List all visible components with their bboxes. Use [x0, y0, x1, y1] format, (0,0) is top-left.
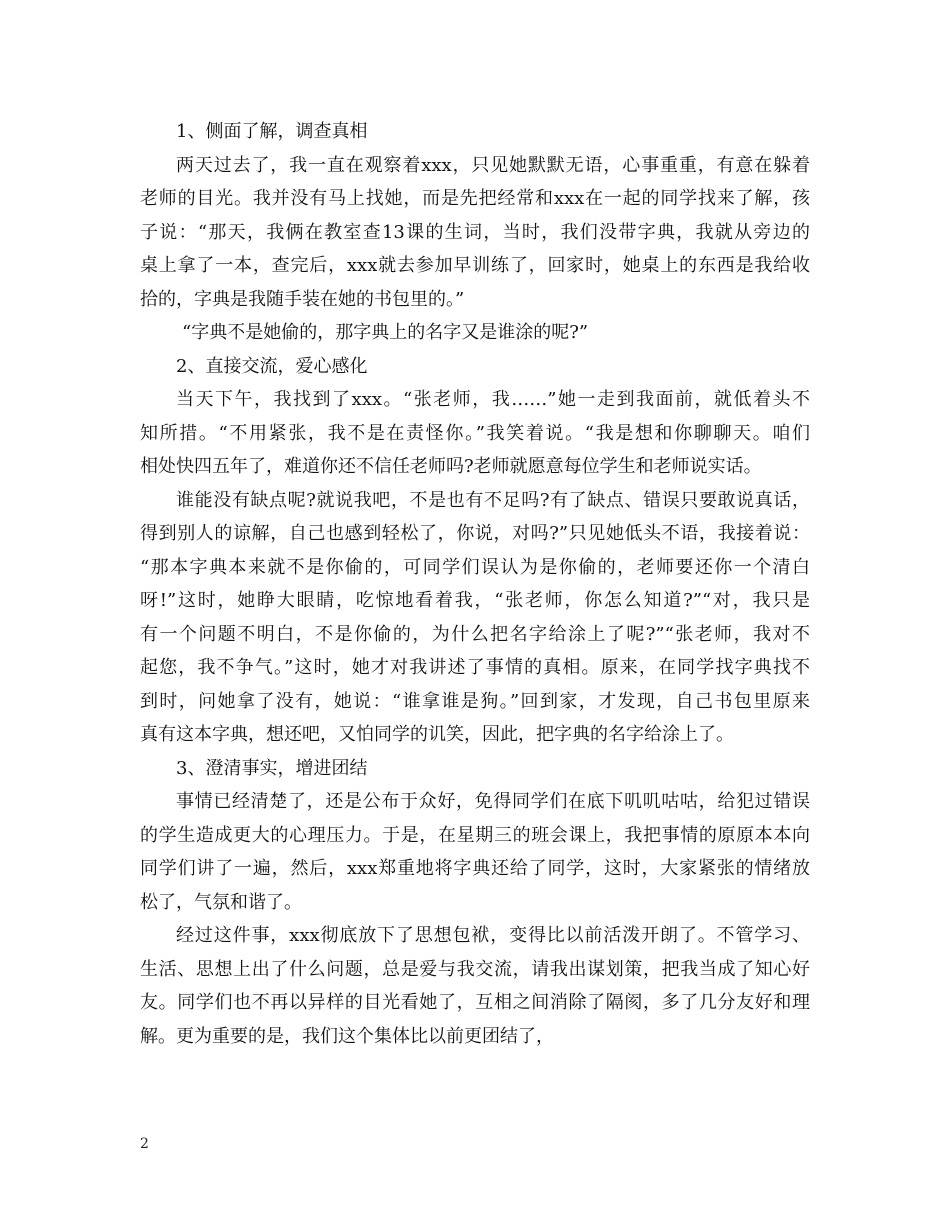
paragraph-line: 相处快四五年了，难道你还不信任老师吗?老师就愿意每位学生和老师说实话。: [140, 456, 762, 477]
paragraph-line: 同学们讲了一遍，然后，xxx郑重地将字典还给了同学，这时，大家紧张的情绪放: [140, 858, 810, 879]
paragraph-line: 解。更为重要的是，我们这个集体比以前更团结了，: [140, 1025, 554, 1047]
section-heading-1: 1、侧面了解，调查真相: [176, 121, 368, 142]
paragraph-line: “那本字典本来就不是你偷的，可同学们误认为是你偷的，老师要还你一个清白: [140, 556, 810, 578]
paragraph-line: 两天过去了，我一直在观察着xxx，只见她默默无语，心事重重，有意在躲着: [176, 154, 810, 176]
paragraph-line: 子说：“那天，我俩在教室查13课的生词，当时，我们没带字典，我就从旁边的: [140, 221, 810, 243]
paragraph-line: 得到别人的谅解，自己也感到轻松了，你说，对吗?”只见她低头不语，我接着说：: [140, 523, 810, 544]
page-number: 2: [140, 1136, 149, 1152]
paragraph-line: 经过这件事，xxx彻底放下了思想包袱，变得比以前活泼开朗了。不管学习、: [176, 925, 810, 946]
paragraph-line: 当天下午，我找到了xxx。“张老师，我……”她一走到我面前，就低着头不: [176, 389, 810, 410]
paragraph-line: 生活、思想上出了什么问题，总是爱与我交流，请我出谋划策，把我当成了知心好: [140, 958, 810, 980]
body-text: [140, 115, 810, 1053]
paragraph-line: 到时，问她拿了没有，她说：“谁拿谁是狗。”回到家，才发现，自己书包里原来: [140, 690, 810, 712]
section-heading-3: 3、澄清事实，增进团结: [176, 757, 368, 779]
paragraph-line: “字典不是她偷的，那字典上的名字又是谁涂的呢?”: [182, 322, 589, 343]
paragraph-line: 知所措。“不用紧张，我不是在责怪你。”我笑着说。“我是想和你聊聊天。咱们: [140, 422, 810, 444]
paragraph-line: 松了，气氛和谐了。: [140, 891, 302, 913]
paragraph-line: 起您，我不争气。”这时，她才对我讲述了事情的真相。原来，在同学找字典找不: [140, 657, 810, 678]
paragraph-line: 事情已经清楚了，还是公布于众好，免得同学们在底下叽叽咕咕，给犯过错误: [176, 791, 810, 812]
paragraph-line: 桌上拿了一本，查完后，xxx就去参加早训练了，回家时，她桌上的东西是我给收: [140, 255, 810, 276]
paragraph-line: 谁能没有缺点呢?就说我吧，不是也有不足吗?有了缺点、错误只要敢说真话，: [176, 489, 810, 511]
paragraph-line: 真有这本字典，想还吧，又怕同学的讥笑，因此，把字典的名字给涂上了。: [140, 724, 734, 745]
paragraph-line: 有一个问题不明白，不是你偷的，为什么把名字给涂上了呢?”“张老师，我对不: [140, 623, 810, 645]
paragraph-line: 老师的目光。我并没有马上找她，而是先把经常和xxx在一起的同学找来了解，孩: [140, 188, 810, 209]
section-heading-2: 2、直接交流，爱心感化: [176, 355, 368, 377]
paragraph-line: 拾的，字典是我随手装在她的书包里的。”: [140, 288, 465, 310]
paragraph-line: 的学生造成更大的心理压力。于是，在星期三的班会课上，我把事情的原原本本向: [140, 824, 810, 846]
paragraph-line: 呀!”这时，她睁大眼睛，吃惊地看着我，“张老师，你怎么知道?”“对，我只是: [140, 590, 810, 611]
paragraph-line: 友。同学们也不再以异样的目光看她了，互相之间消除了隔阂，多了几分友好和理: [140, 992, 810, 1013]
